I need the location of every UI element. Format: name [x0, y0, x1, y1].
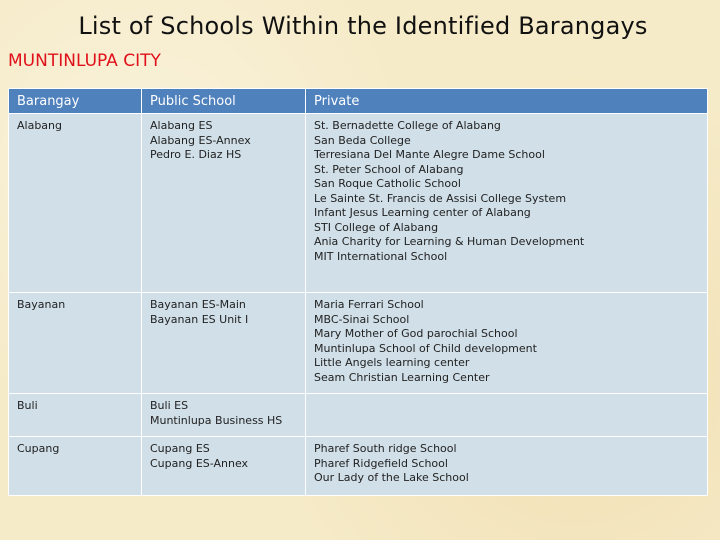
private-school-name: Mary Mother of God parochial School: [314, 327, 518, 340]
public-school-name: Pedro E. Diaz HS: [150, 148, 242, 161]
barangay-name: Alabang: [17, 119, 62, 132]
table-row: [9, 114, 708, 293]
public-school-cell: [142, 394, 306, 437]
public-school-name: Buli ES: [150, 399, 189, 412]
private-school-name: Pharef Ridgefield School: [314, 456, 448, 470]
public-school-name: Alabang ES-Annex: [150, 133, 251, 147]
barangay-name: Bayanan: [17, 298, 66, 311]
barangay-cell: [9, 437, 142, 496]
barangay-name: Cupang: [17, 442, 60, 455]
barangay-cell: [9, 293, 142, 394]
private-school-name: Seam Christian Learning Center: [314, 370, 490, 384]
table-row: [9, 293, 708, 394]
header-public-school: Public School: [142, 89, 306, 114]
city-subtitle: MUNTINLUPA CITY: [8, 51, 161, 71]
public-school-cell: [142, 437, 306, 496]
barangay-name: Buli: [17, 399, 38, 412]
private-school-name: Little Angels learning center: [314, 356, 470, 369]
private-school-name: Pharef South ridge School: [314, 442, 457, 455]
page-title: List of Schools Within the Identified Barangays: [78, 12, 648, 40]
private-school-name: Le Sainte St. Francis de Assisi College System: [314, 191, 567, 205]
table-header-row: [9, 89, 708, 114]
private-school-cell: [306, 114, 708, 293]
public-school-cell: [142, 293, 306, 394]
private-school-name: STI College of Alabang: [314, 220, 439, 234]
private-school-name: Ania Charity for Learning & Human Development: [314, 235, 585, 248]
private-school-name: Maria Ferrari School: [314, 298, 424, 311]
public-school-name: Cupang ES: [150, 442, 210, 455]
private-school-name: MIT International School: [314, 249, 448, 263]
private-school-name: Muntinlupa School of Child development: [314, 341, 537, 355]
public-school-name: Alabang ES: [150, 119, 213, 132]
private-school-name: Terresiana Del Mante Alegre Dame School: [314, 148, 545, 161]
private-school-name: Infant Jesus Learning center of Alabang: [314, 206, 531, 219]
private-school-name: St. Peter School of Alabang: [314, 162, 464, 176]
private-school-name: San Roque Catholic School: [314, 177, 461, 190]
public-school-name: Cupang ES-Annex: [150, 456, 249, 470]
barangay-cell: [9, 114, 142, 293]
barangay-cell: [9, 394, 142, 437]
private-school-name: Our Lady of the Lake School: [314, 471, 469, 484]
public-school-name: Muntinlupa Business HS: [150, 413, 283, 427]
public-school-name: Bayanan ES Unit I: [150, 312, 249, 326]
private-school-cell: [306, 437, 708, 496]
public-school-cell: [142, 114, 306, 293]
private-school-name: St. Bernadette College of Alabang: [314, 119, 501, 132]
private-school-name: MBC-Sinai School: [314, 312, 410, 326]
schools-table: [8, 88, 708, 496]
table-row: [9, 394, 708, 437]
private-school-name: San Beda College: [314, 133, 411, 147]
table-row: [9, 437, 708, 496]
public-school-name: Bayanan ES-Main: [150, 298, 246, 311]
header-barangay: Barangay: [9, 89, 142, 114]
header-private: Private: [306, 89, 708, 114]
private-school-cell: [306, 394, 708, 437]
private-school-cell: [306, 293, 708, 394]
